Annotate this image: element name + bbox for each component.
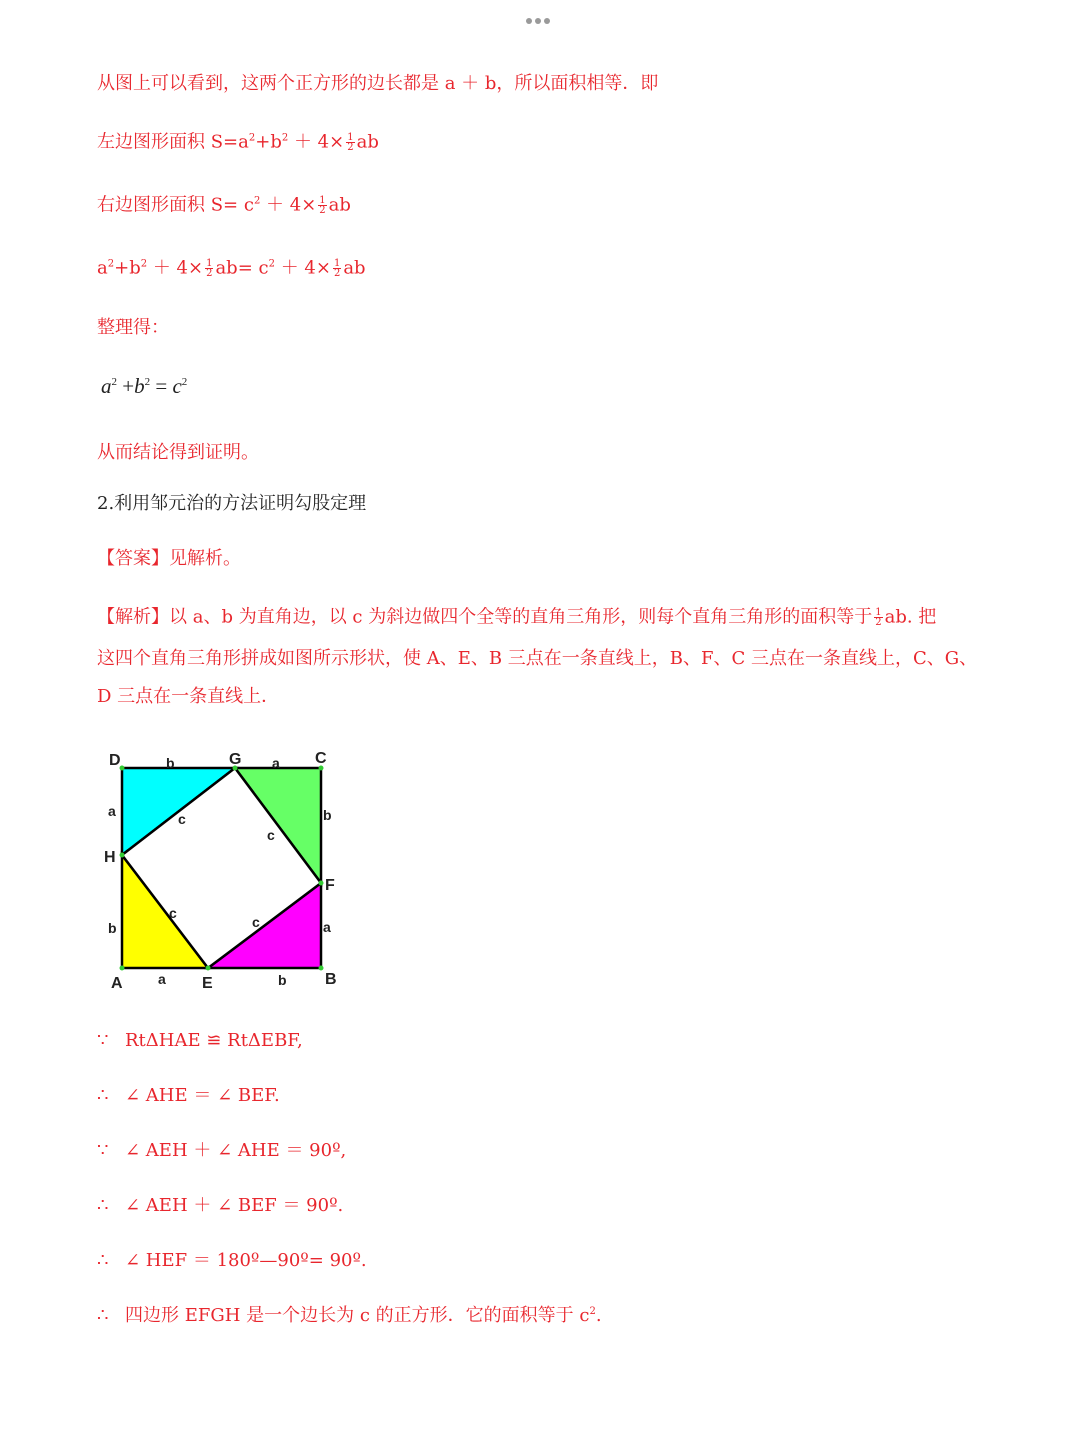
text-line-conclusion: 从而结论得到证明。: [97, 442, 259, 463]
text-line-1: 从图上可以看到，这两个正方形的边长都是 a ＋ b，所以面积相等．即: [97, 73, 659, 94]
fraction-half: $\frac{1}{2}$: [347, 132, 354, 153]
fraction-half: $\frac{1}{2}$: [206, 258, 213, 279]
vertex-label-b: B: [325, 971, 337, 988]
analysis-line-3: D 三点在一条直线上．: [97, 686, 280, 707]
analysis-line-2: 这四个直角三角形拼成如图所示形状，使 A、E、B 三点在一条直线上，B、F、C 三点在一条直线上，C、G、: [97, 648, 978, 669]
text-line-equality: $a^2+b^2 + 4\times$ $\frac{1}{2}$ $ab= c^2 + 4\times$ $\frac{1}{2}$ ab: [97, 257, 366, 279]
vertex-label-f: F: [325, 877, 335, 894]
text-line-simplify: 整理得：: [97, 317, 169, 338]
vertex-label-d: D: [109, 752, 121, 769]
side-label-right-top: b: [323, 807, 332, 823]
question-heading: 2.利用邹元治的方法证明勾股定理: [97, 493, 367, 514]
vertex-label-e: E: [202, 975, 213, 992]
zou-yuanzhi-diagram: [100, 740, 360, 1000]
proof-step-4: ∴ ∠ AEH ＋ ∠ BEF ＝ 90º.: [97, 1195, 344, 1216]
fraction-half: $\frac{1}{2}$: [319, 195, 326, 216]
fraction-half: $\frac{1}{2}$: [333, 258, 341, 279]
proof-step-1: ∵ RtΔHAE ≌ RtΔEBF,: [97, 1030, 303, 1051]
proof-step-5: ∴ ∠ HEF ＝ 180º—90º= 90º.: [97, 1250, 367, 1271]
text-line-left-area: 左边图形面积 $S=a^2+b^2 + 4\times$ $\frac{1}{2}$ ab: [97, 131, 379, 153]
text-line-right-area: 右边图形面积 $S= c^2 + 4\times$ $\frac{1}{2}$ ab: [97, 194, 351, 216]
hyp-label-1: c: [178, 811, 186, 827]
vertex-label-c: C: [315, 750, 327, 767]
answer-line: 【答案】见解析。: [97, 548, 241, 569]
fraction-half: $\frac{1}{2}$: [875, 607, 882, 628]
side-label-left-bottom: b: [108, 920, 117, 936]
ellipsis-icon[interactable]: [526, 9, 556, 17]
proof-step-3: ∵ ∠ AEH ＋ ∠ AHE ＝ 90º,: [97, 1140, 347, 1161]
side-label-left-top: a: [108, 803, 116, 819]
proof-step-2: ∴ ∠ AHE ＝ ∠ BEF.: [97, 1085, 280, 1106]
analysis-line-1: 【解析】以 a、b 为直角边，以 c 为斜边做四个全等的直角三角形，则每个直角三角形的面积等于 $\frac{1}{2}$ ab. 把: [97, 606, 937, 628]
side-label-top-right: a: [272, 755, 280, 771]
vertex-label-a: A: [111, 975, 123, 992]
side-label-bottom-right: b: [278, 972, 287, 988]
pythagorean-equation: $a^2 +b^2 = c^2$: [101, 374, 188, 398]
side-label-bottom-left: a: [158, 971, 166, 987]
vertex-label-h: H: [104, 849, 116, 866]
vertex-label-g: G: [229, 751, 242, 768]
proof-step-6: ∴ 四边形 EFGH 是一个边长为 c 的正方形．它的面积等于 $c^2$.: [97, 1305, 602, 1326]
side-label-right-bottom: a: [323, 919, 331, 935]
hyp-label-2: c: [267, 827, 275, 843]
hyp-label-3: c: [169, 905, 177, 921]
hyp-label-4: c: [252, 914, 260, 930]
side-label-top-left: b: [166, 755, 175, 771]
